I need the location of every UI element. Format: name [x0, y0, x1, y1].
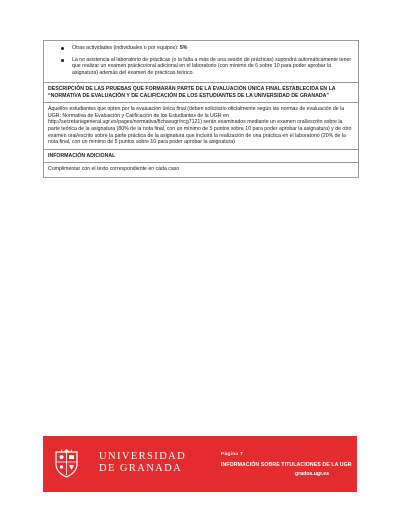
footer-info-label: INFORMACIÓN SOBRE TITULACIONES DE LA UGR [221, 462, 352, 468]
bullet-icon [61, 59, 64, 62]
wordmark-line-2: DE GRANADA [99, 463, 183, 474]
page-number: Página 7 [221, 451, 244, 456]
evaluation-bullets-cell [44, 41, 358, 83]
informacion-adicional-text: Cumplimentar con el texto correspondiente en cada caso [48, 166, 180, 173]
university-crest-icon [54, 448, 79, 478]
evaluation-bullet-list [48, 45, 354, 76]
bullet-icon [61, 47, 64, 50]
bullet-text: Otras actividades (individuales o por equipos): [72, 45, 180, 51]
evaluacion-unica-header: DESCRIPCIÓN DE LAS PRUEBAS QUE FORMARÁN PARTE DE LA EVALUACIÓN ÚNICA FINAL ESTABLECIDA EN LA “NORMATIVA DE EVALUACIÓN Y DE CALIFICACIÓN DE LOS ESTUDIANTES DE LA UNIVERSIDAD DE GRANADA” [44, 83, 358, 103]
guide-table [43, 40, 359, 178]
bullet-item-otras-actividades [48, 45, 354, 52]
university-wordmark [99, 451, 186, 475]
page-footer [43, 436, 357, 492]
wordmark-line-1: UNIVERSIDAD [99, 451, 187, 462]
footer-site-link[interactable]: grados.ugr.es [295, 471, 330, 477]
bullet-item-no-asistencia [48, 57, 354, 77]
bullet-text: La no asistencia al laboratorio de prácticas (o la falta a más de una sesión de prácticas) supondrá automáticamente tener que realizar un examen práctico/oral adicional en el laboratorio (con mínimo de 6 sobre 10 para poder aprobar la asignatura) además del examen de prácticas teórico. [72, 56, 352, 76]
informacion-adicional-header: INFORMACIÓN ADICIONAL [44, 150, 358, 163]
evaluacion-unica-text: Aquellos estudiantes que opten por la evaluación única final (deben solicitarlo oficialmente según las normas de evaluación de la UGR: Normativa de Evaluación y Calificación de los Estudiantes de la UGR en http://secretariageneral.ugr.es/pages/normativa/fichasugr/ncg7121) serán examinados mediante un examen oral/escrito sobre la parte teórica de la asignatura (80% de la nota final, con un mínimo de 5 puntos sobre 10 para poder aprobar la asignatura) y de otro examen oral/escrito sobre la parte práctica de la asignatura que incluirá la realización de una práctica en el laboratorio (20% de la nota final, con un mínimo de 5 puntos sobre 10 para poder aprobar la asignatura) [44, 103, 358, 150]
bullet-percentage: 5% [179, 45, 188, 51]
